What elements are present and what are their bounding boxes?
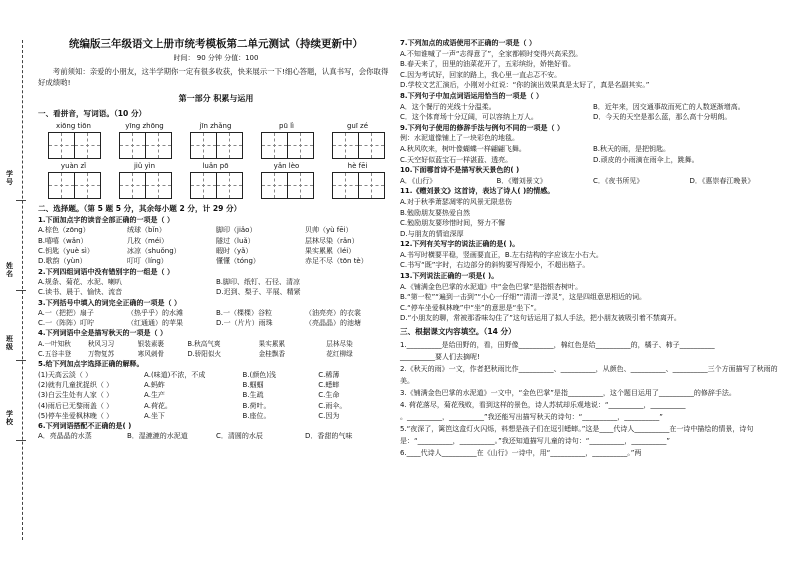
option: 层林尽染 bbox=[326, 339, 353, 348]
option: C.勉励朋友要珍惜时间，努力不懈 bbox=[400, 219, 506, 228]
question-11: 11.《赠刘景文》这首诗，表达了诗人( )的情感。 bbox=[400, 187, 555, 196]
option: 秋风习习 bbox=[87, 339, 115, 348]
option: C.五谷丰登 bbox=[38, 350, 72, 359]
option: 绒球（bǐn） bbox=[127, 226, 166, 235]
q5-row: (1)天高云淡（ ） A.(味道)不浓，不成 B.(颜色)浅 C.稀薄 bbox=[38, 370, 340, 379]
q5-row: (3)白云生处有人家（ ） A.生产 B.生疏 C.生命 bbox=[38, 391, 340, 400]
pinyin-item: jīn zhǎng bbox=[180, 121, 251, 159]
option: 几枚（méi） bbox=[127, 236, 169, 245]
question-4-options bbox=[38, 339, 394, 360]
option: D.歌韵（yùn） bbox=[38, 257, 87, 266]
section-2-title: 二、选择题。（第 5 题 5 分，其余每小题 2 分，计 29 分） bbox=[38, 203, 242, 213]
writing-cell[interactable] bbox=[216, 132, 243, 159]
fill-question: 4. 荷花落尽，菊花残败，看到这样的景色，诗人苏轼却乐观地说：“__________，__________ bbox=[400, 400, 686, 409]
question-8: 8.下列句子中加点词语运用恰当的一项是（ ） bbox=[400, 91, 543, 100]
option: D．今天的天空是那么蓝，那么高十分明朗。 bbox=[593, 113, 732, 122]
pinyin-item: pū lì bbox=[251, 121, 322, 159]
writing-cell[interactable] bbox=[261, 172, 288, 199]
exam-meta: 时间： 90 分钟 分值：100 bbox=[173, 54, 259, 62]
question-4: 4.下列词语中全是描写秋天的一项是（ ） bbox=[38, 329, 167, 338]
option: （红通通）的苹果 bbox=[127, 319, 183, 328]
writing-cell[interactable] bbox=[48, 132, 75, 159]
option: 果实累累 bbox=[258, 339, 286, 348]
option: A．这个餐厅的光线十分温柔。 bbox=[400, 102, 496, 111]
option: 银装素裹 bbox=[137, 339, 165, 348]
writing-cell[interactable] bbox=[287, 132, 314, 159]
option: D．香甜的气味 bbox=[305, 432, 353, 441]
option: 懂懂（tóng） bbox=[216, 257, 260, 266]
option: B.秋高气爽 bbox=[187, 339, 221, 348]
option: 花红柳绿 bbox=[326, 350, 353, 359]
right-column bbox=[400, 38, 786, 459]
fill-question: 3.《铺满金色巴掌的水泥道》一文中，“金色巴掌”是指__________，这个题目运用了__________的修辞手法。 bbox=[400, 388, 736, 397]
option: A．《山行》 bbox=[400, 176, 437, 185]
binding-label-student-id: 学号 bbox=[6, 170, 13, 186]
fill-question: 6.____代诗人__________在《山行》一诗中，用“__________，__________。”两 bbox=[400, 448, 642, 457]
q5-row: (5)停车坐爱枫林晚（ ） A.坐下 B.座位。 C.因为 bbox=[38, 411, 340, 420]
q5-row: (2)就有几童扰捉织（ ） A.蚂蚱 B.蝈蝈 C.蟋蟀 bbox=[38, 380, 340, 389]
option: D.迟到、梨子、平展、精紧 bbox=[216, 288, 301, 297]
writing-cell[interactable] bbox=[119, 172, 146, 199]
option: D.一（片片）雨珠 bbox=[216, 319, 273, 328]
option: 脚印（jiǎo） bbox=[216, 226, 257, 235]
writing-cell[interactable] bbox=[119, 132, 146, 159]
fill-question: 1.__________是给田野的，看，田野像__________，棉红色是给__________的，橘子、柿子__________ bbox=[400, 340, 715, 349]
question-6-options bbox=[38, 431, 394, 441]
option: 金桂飘香 bbox=[258, 350, 286, 359]
option: C.天空好似蓝宝石一样湛蓝、透亮。 bbox=[400, 155, 513, 164]
writing-cell[interactable] bbox=[190, 132, 217, 159]
question-12: 12.下列有关写字的说法正确的是( )。 bbox=[400, 240, 520, 249]
option: 万物复苏 bbox=[87, 350, 115, 359]
option: 寒风刺骨 bbox=[137, 350, 165, 359]
fill-question: 5.“夜深了，篱笆这盒灯火闪烁，料想是孩子们在逗引蟋蟀。”这是____代诗人__________在一诗中描绘的情景，诗句是：“__________，__________。”我还知道描写儿童的诗句：“__________，__________” bbox=[400, 424, 754, 445]
option: 暇时（yǎ） bbox=[216, 247, 253, 256]
fill-question: 2.《秋天的雨》一文，作者把秋雨比作__________、__________，从颜色、__________、__________三个方面描写了秋雨的美。 bbox=[400, 364, 778, 385]
option: C.钥匙（yuè sì） bbox=[38, 247, 94, 256]
writing-cell[interactable] bbox=[145, 132, 172, 159]
option: （亮晶晶）的池塘 bbox=[305, 319, 361, 328]
option: B．《赠刘景文》 bbox=[496, 176, 547, 185]
binding-margin bbox=[0, 0, 34, 561]
pinyin-item: xiōng tiōn bbox=[38, 121, 109, 159]
q9-example: 例：水泥道像铺上了一块彩色的地毯。 bbox=[400, 134, 519, 143]
fill-question: 。__________，__________”我还能写出描写秋天的诗句：“__________，__________” bbox=[400, 412, 663, 421]
question-1-options bbox=[38, 225, 394, 266]
option: A．亮晶晶的水蒸 bbox=[38, 432, 92, 441]
exam-notice: 考前须知：亲爱的小朋友，这半学期你一定有很多收获，快来展示一下!细心答题，认真书写，会你取得好成绩哟! bbox=[38, 67, 389, 88]
option: B.勉励朋友要热爱自然 bbox=[400, 208, 471, 217]
writing-cell[interactable] bbox=[287, 172, 314, 199]
question-2-options bbox=[38, 277, 394, 298]
question-10: 10.下面哪首诗不是描写秋天景色的( ) bbox=[400, 166, 520, 175]
writing-cell[interactable] bbox=[48, 172, 75, 199]
option: B.春天来了，田里的油菜花开了，五彩缤纷，娇艳好看。 bbox=[400, 60, 576, 69]
section-3-title: 三、根据课文内容填空。（14 分） bbox=[400, 327, 516, 337]
option: D.骄阳似火 bbox=[187, 350, 222, 359]
q5-row: (4)雨后已无黎雨盖（ ） A.荷花。 B.荷叶。 C.雨伞。 bbox=[38, 401, 347, 410]
pinyin-item: yīng zhōng bbox=[109, 121, 180, 159]
option: B．湿漉漉的水泥道 bbox=[127, 432, 188, 441]
option: A.不知谁喊了一声“志得意了”，全家都顿时变得兴高采烈。 bbox=[400, 49, 583, 58]
left-column bbox=[38, 0, 394, 442]
binding-label-school: 学校 bbox=[6, 410, 13, 426]
question-5: 5.给下列加点字选择正确的解释。 bbox=[38, 360, 144, 369]
option: C.读书、晨于、愉快、流音 bbox=[38, 288, 123, 297]
option: A.对于秋季萧瑟凋零的风景无限悲伤 bbox=[400, 197, 512, 206]
option: C.书写“既”字时，右边部分的斜钩要写得短小，不超出格子。 bbox=[400, 261, 590, 270]
writing-cell[interactable] bbox=[261, 132, 288, 159]
question-13: 13.下列说法正确的一项是( )。 bbox=[400, 272, 499, 281]
question-8-options bbox=[400, 102, 786, 123]
option: A.书写时横要平稳，竖画要直正，B.左右结构的字应该左小右大。 bbox=[400, 250, 603, 259]
option: 赤足不尽（tōn tè） bbox=[305, 257, 368, 266]
binding-label-class: 班级 bbox=[6, 335, 13, 351]
option: B.一（棵棵）谷粒 bbox=[216, 308, 273, 317]
option: A.一（把把）扇子 bbox=[38, 308, 94, 317]
question-5-rows bbox=[38, 370, 394, 421]
writing-cell[interactable] bbox=[74, 132, 101, 159]
option: D.“小朋友的聊，常被那香味勾住了”这句话运用了拟人手法，把小朋友被吸引着不禁离开。 bbox=[400, 314, 681, 323]
question-3: 3.下列括号中填入的词完全正确的一项是（ ） bbox=[38, 298, 181, 307]
question-9-options bbox=[400, 144, 786, 165]
pinyin-item: yuàn zǐ bbox=[38, 161, 109, 199]
option: 果实累累（léi） bbox=[305, 247, 356, 256]
option: 冰凉（shuǒng） bbox=[127, 247, 181, 256]
page-title: 统编版三年级语文上册市统考模板第二单元测试（持续更新中） bbox=[69, 38, 363, 50]
pinyin-item: luǎn pō bbox=[180, 161, 251, 199]
question-2: 2.下列四组词语中没有错别字的一组是（ ） bbox=[38, 267, 174, 276]
section-1-title: 一、看拼音，写词语。（10 分） bbox=[38, 108, 147, 118]
pinyin-row-2 bbox=[38, 161, 394, 199]
option: B.脚印、纸钉、石径、清凉 bbox=[216, 277, 301, 286]
option: D.与朋友的情谊深厚 bbox=[400, 229, 464, 238]
option: A.规条、菊花、水泥、喇叭 bbox=[38, 277, 122, 286]
option: A.棕色（zōng） bbox=[38, 226, 90, 235]
question-3-options bbox=[38, 308, 394, 329]
option: B．近年来，因交通事故而死亡的人数逐渐增高。 bbox=[593, 102, 745, 111]
fill-in-questions bbox=[400, 339, 786, 459]
writing-cell[interactable] bbox=[216, 172, 243, 199]
option: C.因为考试好，回家的路上，我心里一直忐忑不安。 bbox=[400, 70, 562, 79]
option: （热乎乎）的水滩 bbox=[127, 308, 183, 317]
binding-label-name: 姓名 bbox=[6, 262, 13, 278]
option: B.秋天的雨，是把钥匙。 bbox=[593, 144, 671, 153]
option: D．《惠崇春江晚景》 bbox=[689, 176, 755, 185]
writing-cell[interactable] bbox=[332, 132, 359, 159]
pinyin-item: yǎn lèo bbox=[251, 161, 322, 199]
option: B.“第一粒”“遍到一击到”“小心一仔细”“清清一淳灵”，这是四组意思相近的词。 bbox=[400, 293, 647, 302]
option: B.嘻嘻（wǎn） bbox=[38, 236, 88, 245]
writing-cell[interactable] bbox=[190, 172, 217, 199]
option: A.秋风吹来，树叶像蝴蝶一样翩翩飞舞。 bbox=[400, 144, 526, 153]
writing-cell[interactable] bbox=[145, 172, 172, 199]
option: C．《夜书所见》 bbox=[593, 176, 644, 185]
question-7: 7.下列加点的成语使用不正确的一项是（ ） bbox=[400, 39, 536, 47]
question-6: 6.下列词语搭配不正确的是( ) bbox=[38, 422, 132, 431]
writing-cell[interactable] bbox=[332, 172, 359, 199]
option: A.《铺满金色巴掌的水泥道》中“金色巴掌”是指银杏树叶。 bbox=[400, 282, 583, 291]
question-10-options bbox=[400, 176, 786, 187]
writing-cell[interactable] bbox=[358, 172, 385, 199]
option: 叮叮（líng） bbox=[127, 257, 168, 266]
option: A.一叶知秋 bbox=[38, 339, 71, 348]
option: D.学校文艺汇演后，小刚对小红说：“你的演出效果真是太好了，真是名副其实。” bbox=[400, 81, 650, 90]
pinyin-item: jiǔ yìn bbox=[109, 161, 180, 199]
option: C.一（阵阵）叮咛 bbox=[38, 319, 95, 328]
pinyin-item: hè fēi bbox=[322, 161, 393, 199]
pinyin-row-1 bbox=[38, 121, 394, 159]
question-9: 9.下列句子使用的修辞手法与例句不同的一项是（ ） bbox=[400, 123, 564, 132]
writing-cell[interactable] bbox=[74, 172, 101, 199]
option: C．清圆的水辰 bbox=[216, 432, 263, 441]
question-1: 1.下面加点字的读音全部正确的一项是（ ） bbox=[38, 216, 174, 225]
fill-question: __________要人们去摘呢! bbox=[400, 352, 480, 361]
option: 隧过（luǎ） bbox=[216, 236, 255, 245]
option: 贝帅（yù fēi） bbox=[305, 226, 353, 235]
option: C．这个体育场十分辽阔，可以容纳上万人。 bbox=[400, 113, 538, 122]
option: C.“停车坐爱枫林晚”中“坐”的意思是“坐下”。 bbox=[400, 303, 541, 312]
option: D.顽皮的小雨滴在雨伞上，跳舞。 bbox=[593, 155, 699, 164]
writing-cell[interactable] bbox=[358, 132, 385, 159]
option: （油亮亮）的衣裳 bbox=[305, 308, 361, 317]
option: 层林尽染（rǎn） bbox=[305, 236, 359, 245]
pinyin-item: guī zé bbox=[322, 121, 393, 159]
part-heading: 第一部分 积累与运用 bbox=[178, 94, 254, 104]
